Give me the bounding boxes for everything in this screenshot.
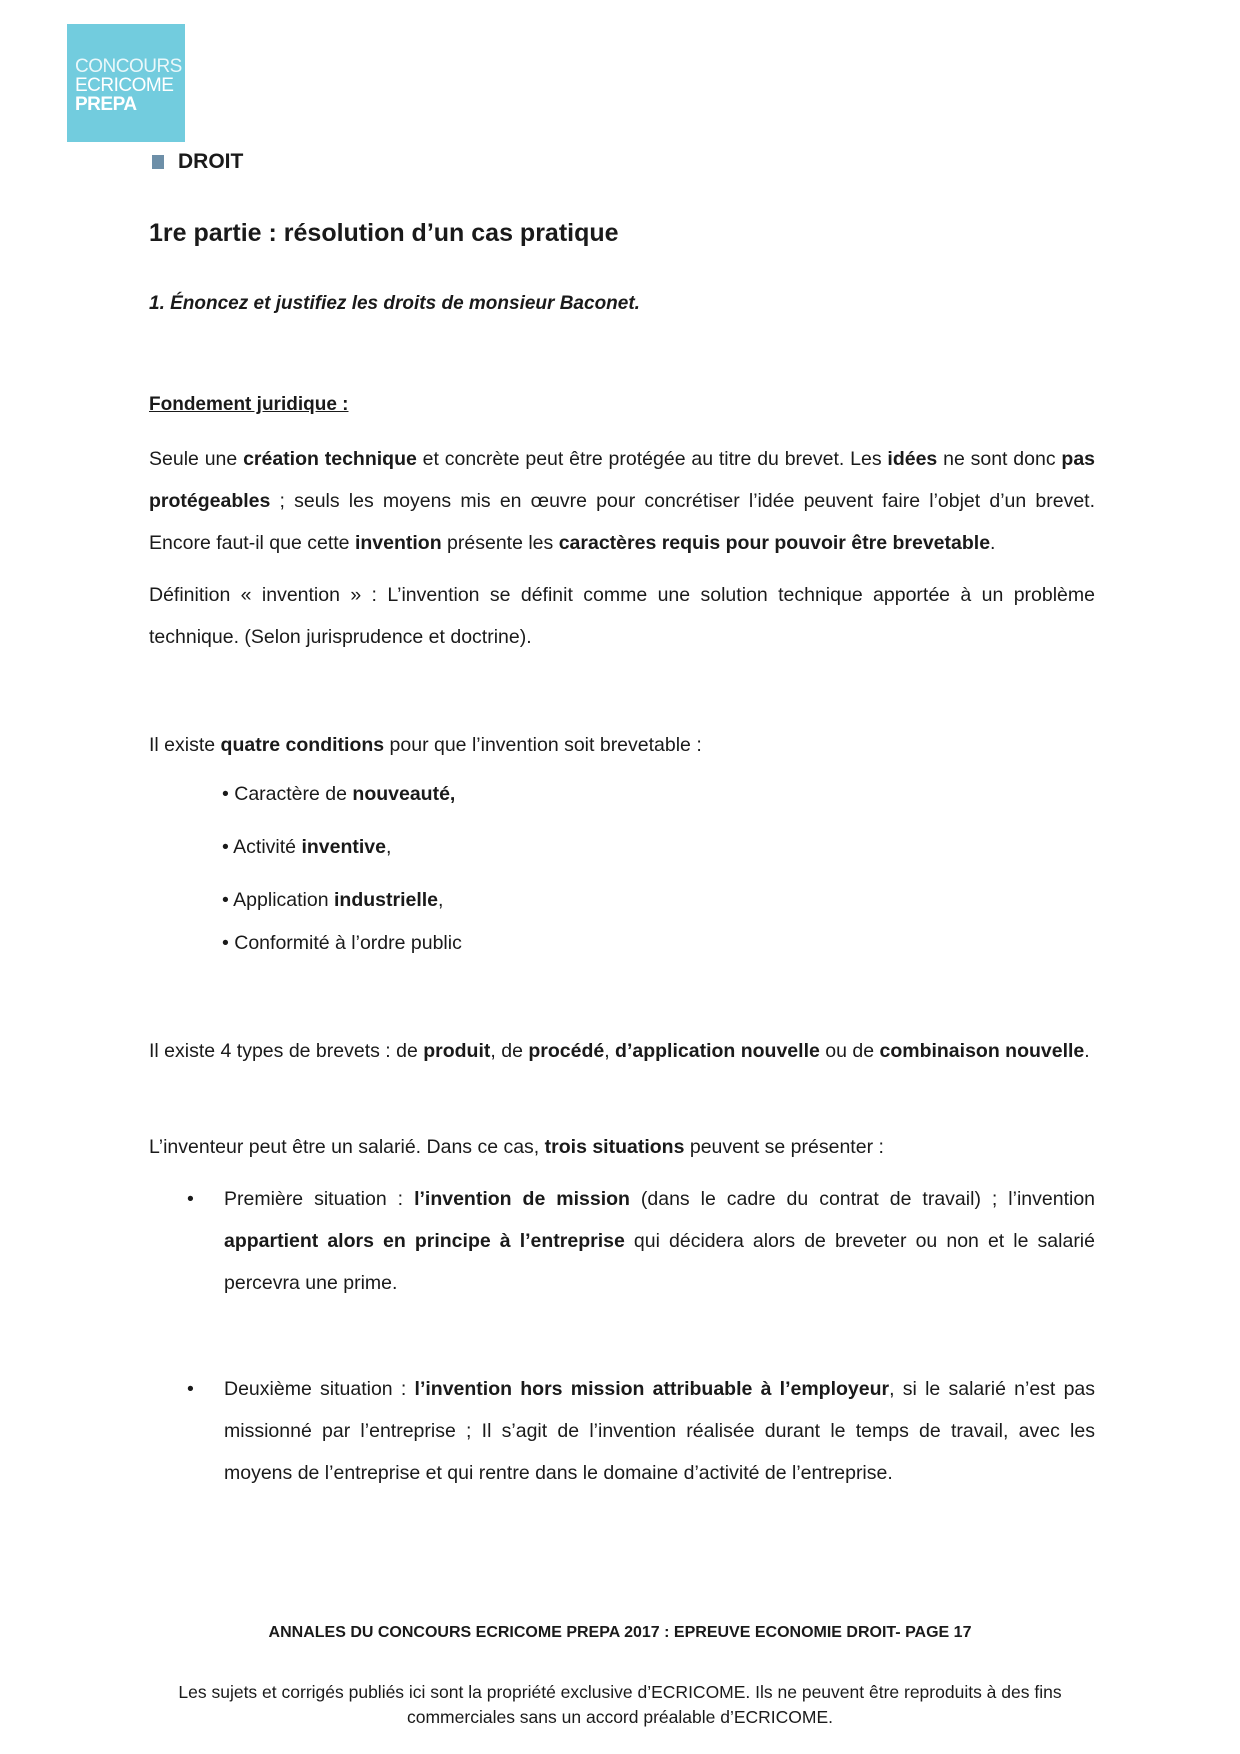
paragraph-inventeur-salarie: L’inventeur peut être un salarié. Dans ce cas, trois situations peuvent se présenter :: [149, 1136, 884, 1158]
ecricome-logo: [67, 24, 185, 142]
footer-copyright: Les sujets et corrigés publiés ici sont la propriété exclusive d’ECRICOME. Ils ne peuvent être reproduits à des fins commerciales sans un accord préalable d’ECRICOME.: [178, 1682, 1062, 1727]
bullet-icon: •: [187, 1188, 194, 1210]
logo-line-concours: CONCOURS: [75, 56, 182, 77]
paragraph-definition: Définition « invention » : L’invention se définit comme une solution technique apportée à un problème technique. (Selon jurisprudence et doctrine).: [149, 584, 1095, 648]
footer-title: ANNALES DU CONCOURS ECRICOME PREPA 2017 : EPREUVE ECONOMIE DROIT- PAGE 17: [268, 1624, 972, 1641]
paragraph-brevet-types: Il existe 4 types de brevets : de produit, de procédé, d’application nouvelle ou de combinaison nouvelle.: [149, 1040, 1090, 1062]
question: 1. Énoncez et justifiez les droits de monsieur Baconet.: [149, 293, 640, 314]
subheading: Fondement juridique :: [149, 394, 349, 415]
paragraph-conditions-intro: Il existe quatre conditions pour que l’invention soit brevetable :: [149, 734, 702, 756]
situation-2: Deuxième situation : l’invention hors mission attribuable à l’employeur, si le salarié n’est pas missionné par l’entreprise ; Il s’agit de l’invention réalisée durant le temps de travail, avec les moyens de l’entreprise et qui rentre dans le domaine d’activité de l’entreprise.: [224, 1378, 1096, 1484]
list-item: • Application industrielle,: [222, 889, 444, 911]
section-title: DROIT: [178, 150, 244, 173]
section-marker-icon: [152, 155, 164, 169]
page-heading: 1re partie : résolution d’un cas pratique: [149, 219, 619, 247]
logo-line-ecricome: ECRICOME: [75, 75, 174, 96]
logo-line-prepa: PREPA: [75, 94, 137, 115]
situation-1: Première situation : l’invention de mission (dans le cadre du contrat de travail) ; l’invention appartient alors en principe à l’entreprise qui décidera alors de breveter ou non et le salarié percevra une prime.: [224, 1188, 1096, 1294]
list-item: • Activité inventive,: [222, 836, 392, 858]
list-item: • Conformité à l’ordre public: [222, 932, 462, 954]
list-item: • Caractère de nouveauté,: [222, 783, 456, 805]
bullet-icon: •: [187, 1378, 194, 1400]
paragraph-creation-technique: Seule une création technique et concrète peut être protégée au titre du brevet. Les idées ne sont donc pas protégeables ; seuls les moyens mis en œuvre pour concrétiser l’idée peuvent faire l’objet d’un brevet. Encore faut-il que cette invention présente les caractères requis pour pouvoir être brevetable.: [149, 448, 1096, 554]
